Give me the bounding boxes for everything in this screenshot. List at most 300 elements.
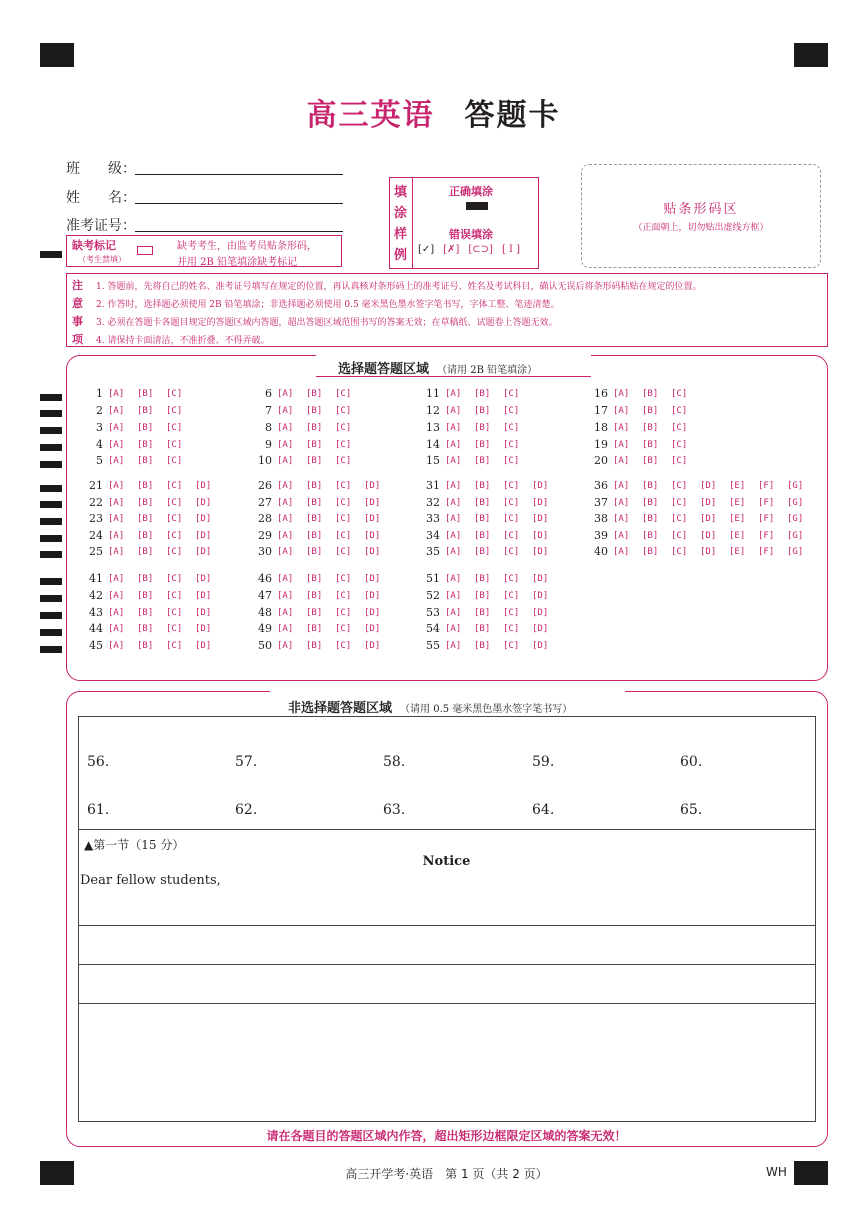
option-b-bubble[interactable]: [B] <box>306 422 323 433</box>
option-b-bubble[interactable]: [B] <box>474 439 491 450</box>
option-c-bubble[interactable]: [C] <box>335 546 352 557</box>
nonchoice-section-title <box>288 697 572 716</box>
option-d-bubble[interactable]: [D] <box>195 546 212 557</box>
option-a-bubble[interactable]: [A] <box>277 439 294 450</box>
option-c-bubble[interactable]: [C] <box>335 640 352 651</box>
option-b-bubble[interactable]: [B] <box>474 497 491 508</box>
note-item-3: 3. 必须在答题卡各题目规定的答题区域内答题，超出答题区域范围书写的答案无效；在草稿纸、试题卷上答题无效。 <box>96 318 558 328</box>
question-16 <box>590 387 700 400</box>
option-b-bubble[interactable]: [B] <box>137 497 154 508</box>
question-number: 20 <box>594 454 608 467</box>
option-c-bubble[interactable]: [C] <box>335 530 352 541</box>
correct-fill-mark <box>466 202 488 210</box>
option-b-bubble[interactable]: [B] <box>474 388 491 399</box>
option-a-bubble[interactable]: [A] <box>613 546 630 557</box>
question-34 <box>422 529 561 542</box>
option-d-bubble[interactable]: [D] <box>364 573 381 584</box>
option-b-bubble[interactable]: [B] <box>474 513 491 524</box>
option-a-bubble[interactable]: [A] <box>108 422 125 433</box>
option-d-bubble[interactable]: [D] <box>195 480 212 491</box>
question-number: 40 <box>594 545 608 558</box>
option-a-bubble[interactable]: [A] <box>277 573 294 584</box>
option-d-bubble[interactable]: [D] <box>532 513 549 524</box>
choice-section-title <box>338 358 537 377</box>
option-a-bubble[interactable]: [A] <box>613 480 630 491</box>
option-b-bubble[interactable]: [B] <box>474 623 491 634</box>
option-c-bubble[interactable]: [C] <box>166 573 183 584</box>
question-number: 53 <box>426 606 440 619</box>
option-c-bubble[interactable]: [C] <box>166 640 183 651</box>
option-a-bubble[interactable]: [A] <box>108 439 125 450</box>
option-c-bubble[interactable]: [C] <box>166 590 183 601</box>
question-23 <box>85 512 224 525</box>
question-number: 55 <box>426 639 440 652</box>
option-b-bubble[interactable]: [B] <box>137 388 154 399</box>
question-2 <box>85 404 195 417</box>
question-27 <box>254 496 393 509</box>
option-c-bubble[interactable]: [C] <box>166 422 183 433</box>
question-number: 54 <box>426 622 440 635</box>
option-b-bubble[interactable]: [B] <box>306 455 323 466</box>
option-c-bubble[interactable]: [C] <box>503 455 520 466</box>
option-b-bubble[interactable]: [B] <box>137 439 154 450</box>
option-d-bubble[interactable]: [D] <box>195 497 212 508</box>
option-c-bubble[interactable]: [C] <box>671 422 688 433</box>
option-b-bubble[interactable]: [B] <box>642 513 659 524</box>
timing-mark <box>40 394 62 401</box>
option-a-bubble[interactable]: [A] <box>445 388 462 399</box>
option-b-bubble[interactable]: [B] <box>137 573 154 584</box>
question-number: 33 <box>426 512 440 525</box>
option-d-bubble[interactable]: [D] <box>195 513 212 524</box>
option-d-bubble[interactable]: [D] <box>195 530 212 541</box>
option-c-bubble[interactable]: [C] <box>671 546 688 557</box>
option-b-bubble[interactable]: [B] <box>306 573 323 584</box>
option-b-bubble[interactable]: [B] <box>306 480 323 491</box>
option-d-bubble[interactable]: [D] <box>364 497 381 508</box>
option-g-bubble[interactable]: [G] <box>787 497 804 508</box>
option-c-bubble[interactable]: [C] <box>166 480 183 491</box>
option-b-bubble[interactable]: [B] <box>137 640 154 651</box>
option-f-bubble[interactable]: [F] <box>758 546 775 557</box>
option-a-bubble[interactable]: [A] <box>277 590 294 601</box>
option-b-bubble[interactable]: [B] <box>137 590 154 601</box>
option-a-bubble[interactable]: [A] <box>108 573 125 584</box>
option-a-bubble[interactable]: [A] <box>108 388 125 399</box>
option-c-bubble[interactable]: [C] <box>335 513 352 524</box>
option-c-bubble[interactable]: [C] <box>503 607 520 618</box>
option-c-bubble[interactable]: [C] <box>503 405 520 416</box>
option-a-bubble[interactable]: [A] <box>277 607 294 618</box>
question-number: 18 <box>594 421 608 434</box>
writing-line-3[interactable] <box>78 1003 816 1004</box>
note-item-4: 4. 请保持卡面清洁，不准折叠、不得弄破。 <box>96 336 270 346</box>
question-number: 46 <box>258 572 272 585</box>
option-d-bubble[interactable]: [D] <box>364 607 381 618</box>
option-a-bubble[interactable]: [A] <box>277 513 294 524</box>
answer-65[interactable]: 65. <box>680 802 703 818</box>
option-d-bubble[interactable]: [D] <box>700 513 717 524</box>
option-a-bubble[interactable]: [A] <box>445 530 462 541</box>
answer-57[interactable]: 57. <box>235 754 258 770</box>
question-number: 23 <box>89 512 103 525</box>
name-field[interactable] <box>135 203 343 204</box>
option-a-bubble[interactable]: [A] <box>613 388 630 399</box>
option-c-bubble[interactable]: [C] <box>335 455 352 466</box>
option-d-bubble[interactable]: [D] <box>532 480 549 491</box>
option-a-bubble[interactable]: [A] <box>445 573 462 584</box>
option-f-bubble[interactable]: [F] <box>758 480 775 491</box>
option-d-bubble[interactable]: [D] <box>532 607 549 618</box>
option-d-bubble[interactable]: [D] <box>532 573 549 584</box>
option-d-bubble[interactable]: [D] <box>364 623 381 634</box>
exam-id-label: 准考证号： <box>66 218 136 234</box>
option-c-bubble[interactable]: [C] <box>335 607 352 618</box>
option-c-bubble[interactable]: [C] <box>335 480 352 491</box>
option-b-bubble[interactable]: [B] <box>306 388 323 399</box>
notes-side-4: 项 <box>72 333 83 346</box>
option-a-bubble[interactable]: [A] <box>277 405 294 416</box>
option-a-bubble[interactable]: [A] <box>277 497 294 508</box>
option-a-bubble[interactable]: [A] <box>613 439 630 450</box>
option-b-bubble[interactable]: [B] <box>642 455 659 466</box>
option-e-bubble[interactable]: [E] <box>729 513 746 524</box>
option-b-bubble[interactable]: [B] <box>306 640 323 651</box>
option-a-bubble[interactable]: [A] <box>108 513 125 524</box>
option-c-bubble[interactable]: [C] <box>503 623 520 634</box>
option-b-bubble[interactable]: [B] <box>306 513 323 524</box>
timing-mark <box>40 595 62 602</box>
question-number: 41 <box>89 572 103 585</box>
option-a-bubble[interactable]: [A] <box>277 388 294 399</box>
option-c-bubble[interactable]: [C] <box>166 530 183 541</box>
option-c-bubble[interactable]: [C] <box>671 530 688 541</box>
option-d-bubble[interactable]: [D] <box>700 530 717 541</box>
option-d-bubble[interactable]: [D] <box>700 546 717 557</box>
option-c-bubble[interactable]: [C] <box>671 480 688 491</box>
option-a-bubble[interactable]: [A] <box>613 422 630 433</box>
option-e-bubble[interactable]: [E] <box>729 530 746 541</box>
option-d-bubble[interactable]: [D] <box>195 573 212 584</box>
writing-section-label: ▲第一节（15 分） <box>84 838 185 852</box>
question-11 <box>422 387 532 400</box>
option-a-bubble[interactable]: [A] <box>445 497 462 508</box>
option-d-bubble[interactable]: [D] <box>532 623 549 634</box>
option-b-bubble[interactable]: [B] <box>474 573 491 584</box>
question-29 <box>254 529 393 542</box>
question-number: 7 <box>265 404 272 417</box>
option-d-bubble[interactable]: [D] <box>700 480 717 491</box>
question-number: 27 <box>258 496 272 509</box>
option-a-bubble[interactable]: [A] <box>613 455 630 466</box>
option-e-bubble[interactable]: [E] <box>729 480 746 491</box>
question-number: 25 <box>89 545 103 558</box>
option-g-bubble[interactable]: [G] <box>787 480 804 491</box>
option-b-bubble[interactable]: [B] <box>642 480 659 491</box>
option-c-bubble[interactable]: [C] <box>335 439 352 450</box>
question-number: 1 <box>96 387 103 400</box>
option-c-bubble[interactable]: [C] <box>503 590 520 601</box>
timing-mark <box>40 535 62 542</box>
option-b-bubble[interactable]: [B] <box>306 623 323 634</box>
option-b-bubble[interactable]: [B] <box>137 405 154 416</box>
option-a-bubble[interactable]: [A] <box>108 607 125 618</box>
option-a-bubble[interactable]: [A] <box>277 530 294 541</box>
option-b-bubble[interactable]: [B] <box>474 546 491 557</box>
option-b-bubble[interactable]: [B] <box>306 530 323 541</box>
option-c-bubble[interactable]: [C] <box>335 590 352 601</box>
question-number: 42 <box>89 589 103 602</box>
answer-63[interactable]: 63. <box>383 802 406 818</box>
option-c-bubble[interactable]: [C] <box>671 388 688 399</box>
question-31 <box>422 479 561 492</box>
option-d-bubble[interactable]: [D] <box>364 590 381 601</box>
option-a-bubble[interactable]: [A] <box>445 623 462 634</box>
option-b-bubble[interactable]: [B] <box>306 546 323 557</box>
option-c-bubble[interactable]: [C] <box>166 455 183 466</box>
option-c-bubble[interactable]: [C] <box>166 405 183 416</box>
option-a-bubble[interactable]: [A] <box>445 590 462 601</box>
option-a-bubble[interactable]: [A] <box>108 497 125 508</box>
option-a-bubble[interactable]: [A] <box>277 546 294 557</box>
option-c-bubble[interactable]: [C] <box>335 623 352 634</box>
option-a-bubble[interactable]: [A] <box>108 480 125 491</box>
option-a-bubble[interactable]: [A] <box>613 513 630 524</box>
option-b-bubble[interactable]: [B] <box>642 388 659 399</box>
question-number: 4 <box>96 438 103 451</box>
option-b-bubble[interactable]: [B] <box>306 590 323 601</box>
option-c-bubble[interactable]: [C] <box>335 422 352 433</box>
option-c-bubble[interactable]: [C] <box>166 497 183 508</box>
option-b-bubble[interactable]: [B] <box>642 405 659 416</box>
option-b-bubble[interactable]: [B] <box>137 422 154 433</box>
option-a-bubble[interactable]: [A] <box>445 455 462 466</box>
option-b-bubble[interactable]: [B] <box>137 546 154 557</box>
question-50 <box>254 639 393 652</box>
question-number: 21 <box>89 479 103 492</box>
answer-62[interactable]: 62. <box>235 802 258 818</box>
absent-checkbox[interactable] <box>137 246 153 255</box>
option-d-bubble[interactable]: [D] <box>364 480 381 491</box>
answer-59[interactable]: 59. <box>532 754 555 770</box>
option-c-bubble[interactable]: [C] <box>671 439 688 450</box>
question-24 <box>85 529 224 542</box>
option-a-bubble[interactable]: [A] <box>445 405 462 416</box>
option-b-bubble[interactable]: [B] <box>474 607 491 618</box>
option-c-bubble[interactable]: [C] <box>671 513 688 524</box>
question-45 <box>85 639 224 652</box>
question-1 <box>85 387 195 400</box>
option-b-bubble[interactable]: [B] <box>137 480 154 491</box>
answer-56[interactable]: 56. <box>87 754 110 770</box>
option-b-bubble[interactable]: [B] <box>474 405 491 416</box>
option-a-bubble[interactable]: [A] <box>108 590 125 601</box>
option-d-bubble[interactable]: [D] <box>364 546 381 557</box>
title-card: 答题卡 <box>464 98 561 133</box>
option-b-bubble[interactable]: [B] <box>474 455 491 466</box>
writing-line-1[interactable] <box>78 925 816 926</box>
option-b-bubble[interactable]: [B] <box>137 607 154 618</box>
option-a-bubble[interactable]: [A] <box>445 439 462 450</box>
option-c-bubble[interactable]: [C] <box>503 439 520 450</box>
option-c-bubble[interactable]: [C] <box>166 623 183 634</box>
question-number: 43 <box>89 606 103 619</box>
writing-line-2[interactable] <box>78 964 816 965</box>
question-40 <box>590 545 816 558</box>
exam-id-field[interactable] <box>135 231 343 232</box>
option-c-bubble[interactable]: [C] <box>503 388 520 399</box>
option-d-bubble[interactable]: [D] <box>532 497 549 508</box>
answer-61[interactable]: 61. <box>87 802 110 818</box>
option-c-bubble[interactable]: [C] <box>166 513 183 524</box>
question-39 <box>590 529 816 542</box>
option-b-bubble[interactable]: [B] <box>306 405 323 416</box>
option-c-bubble[interactable]: [C] <box>335 573 352 584</box>
class-field[interactable] <box>135 174 343 175</box>
question-number: 11 <box>426 387 440 400</box>
choice-title-text: 选择题答题区域 <box>338 362 430 377</box>
option-d-bubble[interactable]: [D] <box>195 590 212 601</box>
option-b-bubble[interactable]: [B] <box>306 607 323 618</box>
option-a-bubble[interactable]: [A] <box>445 607 462 618</box>
option-b-bubble[interactable]: [B] <box>137 513 154 524</box>
option-a-bubble[interactable]: [A] <box>277 623 294 634</box>
option-a-bubble[interactable]: [A] <box>108 455 125 466</box>
option-g-bubble[interactable]: [G] <box>787 530 804 541</box>
timing-mark <box>40 551 62 558</box>
question-4 <box>85 438 195 451</box>
salutation: Dear fellow students, <box>80 873 221 888</box>
option-d-bubble[interactable]: [D] <box>364 530 381 541</box>
option-c-bubble[interactable]: [C] <box>335 405 352 416</box>
option-c-bubble[interactable]: [C] <box>166 439 183 450</box>
option-f-bubble[interactable]: [F] <box>758 513 775 524</box>
option-c-bubble[interactable]: [C] <box>335 497 352 508</box>
option-b-bubble[interactable]: [B] <box>642 497 659 508</box>
option-g-bubble[interactable]: [G] <box>787 546 804 557</box>
notice-heading: Notice <box>422 854 471 869</box>
option-e-bubble[interactable]: [E] <box>729 546 746 557</box>
option-c-bubble[interactable]: [C] <box>671 405 688 416</box>
option-d-bubble[interactable]: [D] <box>364 513 381 524</box>
corner-mark-top-left <box>40 43 74 67</box>
option-a-bubble[interactable]: [A] <box>445 513 462 524</box>
option-c-bubble[interactable]: [C] <box>503 480 520 491</box>
option-b-bubble[interactable]: [B] <box>474 480 491 491</box>
option-c-bubble[interactable]: [C] <box>166 388 183 399</box>
option-a-bubble[interactable]: [A] <box>108 405 125 416</box>
option-f-bubble[interactable]: [F] <box>758 530 775 541</box>
option-d-bubble[interactable]: [D] <box>532 590 549 601</box>
option-b-bubble[interactable]: [B] <box>474 530 491 541</box>
option-d-bubble[interactable]: [D] <box>195 607 212 618</box>
option-c-bubble[interactable]: [C] <box>671 455 688 466</box>
option-a-bubble[interactable]: [A] <box>445 422 462 433</box>
question-number: 14 <box>426 438 440 451</box>
option-c-bubble[interactable]: [C] <box>166 607 183 618</box>
option-c-bubble[interactable]: [C] <box>503 546 520 557</box>
option-c-bubble[interactable]: [C] <box>503 497 520 508</box>
option-d-bubble[interactable]: [D] <box>700 497 717 508</box>
question-number: 5 <box>96 454 103 467</box>
question-number: 24 <box>89 529 103 542</box>
option-a-bubble[interactable]: [A] <box>613 530 630 541</box>
option-d-bubble[interactable]: [D] <box>532 546 549 557</box>
question-32 <box>422 496 561 509</box>
option-a-bubble[interactable]: [A] <box>445 546 462 557</box>
option-a-bubble[interactable]: [A] <box>108 640 125 651</box>
question-37 <box>590 496 816 509</box>
option-c-bubble[interactable]: [C] <box>335 388 352 399</box>
option-c-bubble[interactable]: [C] <box>671 497 688 508</box>
option-b-bubble[interactable]: [B] <box>306 497 323 508</box>
option-a-bubble[interactable]: [A] <box>445 480 462 491</box>
option-g-bubble[interactable]: [G] <box>787 513 804 524</box>
question-15 <box>422 454 532 467</box>
option-c-bubble[interactable]: [C] <box>503 513 520 524</box>
absent-text-2: 并用 2B 铅笔填涂缺考标记 <box>177 257 298 268</box>
question-51 <box>422 572 561 585</box>
option-d-bubble[interactable]: [D] <box>195 623 212 634</box>
option-b-bubble[interactable]: [B] <box>642 546 659 557</box>
option-f-bubble[interactable]: [F] <box>758 497 775 508</box>
option-c-bubble[interactable]: [C] <box>503 573 520 584</box>
answer-58[interactable]: 58. <box>383 754 406 770</box>
option-a-bubble[interactable]: [A] <box>108 546 125 557</box>
question-42 <box>85 589 224 602</box>
question-55 <box>422 639 561 652</box>
option-a-bubble[interactable]: [A] <box>277 455 294 466</box>
option-c-bubble[interactable]: [C] <box>503 640 520 651</box>
option-b-bubble[interactable]: [B] <box>474 422 491 433</box>
option-b-bubble[interactable]: [B] <box>137 455 154 466</box>
option-b-bubble[interactable]: [B] <box>642 530 659 541</box>
option-e-bubble[interactable]: [E] <box>729 497 746 508</box>
option-b-bubble[interactable]: [B] <box>642 422 659 433</box>
question-number: 50 <box>258 639 272 652</box>
option-b-bubble[interactable]: [B] <box>137 623 154 634</box>
option-c-bubble[interactable]: [C] <box>503 530 520 541</box>
option-b-bubble[interactable]: [B] <box>474 590 491 601</box>
option-c-bubble[interactable]: [C] <box>503 422 520 433</box>
option-b-bubble[interactable]: [B] <box>306 439 323 450</box>
option-a-bubble[interactable]: [A] <box>277 422 294 433</box>
question-25 <box>85 545 224 558</box>
timing-mark <box>40 612 62 619</box>
option-a-bubble[interactable]: [A] <box>277 480 294 491</box>
answer-64[interactable]: 64. <box>532 802 555 818</box>
option-d-bubble[interactable]: [D] <box>195 640 212 651</box>
option-b-bubble[interactable]: [B] <box>642 439 659 450</box>
option-a-bubble[interactable]: [A] <box>613 497 630 508</box>
option-a-bubble[interactable]: [A] <box>108 530 125 541</box>
option-a-bubble[interactable]: [A] <box>613 405 630 416</box>
option-a-bubble[interactable]: [A] <box>445 640 462 651</box>
question-number: 10 <box>258 454 272 467</box>
option-b-bubble[interactable]: [B] <box>137 530 154 541</box>
option-d-bubble[interactable]: [D] <box>532 530 549 541</box>
option-d-bubble[interactable]: [D] <box>532 640 549 651</box>
name-label: 姓 名： <box>66 190 136 206</box>
answer-60[interactable]: 60. <box>680 754 703 770</box>
option-b-bubble[interactable]: [B] <box>474 640 491 651</box>
option-d-bubble[interactable]: [D] <box>364 640 381 651</box>
question-36 <box>590 479 816 492</box>
option-a-bubble[interactable]: [A] <box>108 623 125 634</box>
option-c-bubble[interactable]: [C] <box>166 546 183 557</box>
option-a-bubble[interactable]: [A] <box>277 640 294 651</box>
question-number: 51 <box>426 572 440 585</box>
